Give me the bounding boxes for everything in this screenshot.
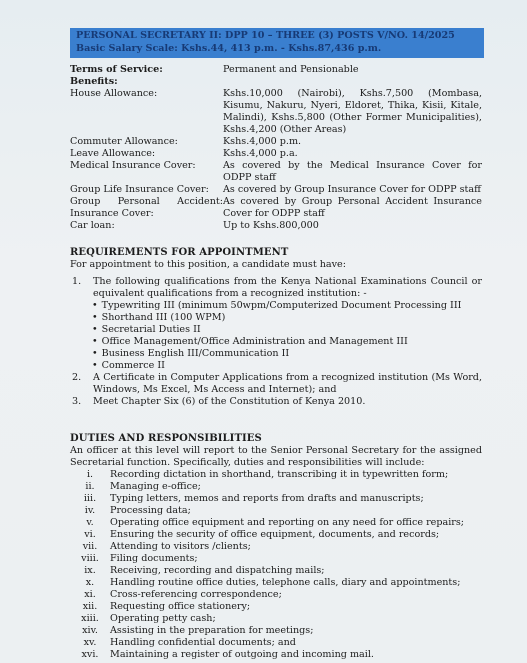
duties-section <box>70 432 482 661</box>
duty-item <box>70 505 482 517</box>
house-allowance-label: House Allowance: <box>70 88 158 99</box>
duty-item <box>70 553 482 565</box>
bullet-item: • Commerce II <box>92 360 482 372</box>
duty-text: Processing data; <box>110 505 191 516</box>
duty-item <box>70 481 482 493</box>
duty-item <box>70 577 482 589</box>
car-loan-value: Up to Kshs.800,000 <box>223 220 319 231</box>
duty-number: xiv. <box>82 625 98 636</box>
list-item <box>70 276 482 300</box>
duty-item <box>70 613 482 625</box>
terms-row <box>70 196 482 220</box>
leave-allowance-label: Leave Allowance: <box>70 148 156 159</box>
duty-text: Recording dictation in shorthand, transcribing it in typewritten form; <box>110 469 449 480</box>
job-title: PERSONAL SECRETARY II: DPP 10 – THREE (3) POSTS V/NO. 14/2025 <box>76 30 455 41</box>
terms-row <box>70 88 482 136</box>
duties-intro: An officer at this level will report to the Senior Personal Secretary for the assigned Secretarial function. Specifically, duties and responsibilities will include: <box>70 445 482 468</box>
duty-number: ii. <box>85 481 95 492</box>
duty-item <box>70 469 482 481</box>
duty-item <box>70 601 482 613</box>
duty-item <box>70 637 482 649</box>
duty-number: xii. <box>82 601 98 612</box>
duty-number: i. <box>86 469 94 480</box>
requirements-intro: For appointment to this position, a candidate must have: <box>70 259 346 270</box>
duty-item <box>70 589 482 601</box>
duty-text: Handling confidential documents; and <box>110 637 296 648</box>
list-number: 3. <box>72 396 82 407</box>
duty-item <box>70 529 482 541</box>
benefits-value <box>223 76 482 88</box>
commuter-allowance-label: Commuter Allowance: <box>70 136 178 147</box>
benefits-label: Benefits: <box>70 76 118 87</box>
medical-cover-value: As covered by the Medical Insurance Cover for ODPP staff <box>223 160 482 183</box>
duty-item <box>70 493 482 505</box>
house-allowance-value: Kshs.10,000 (Nairobi), Kshs.7,500 (Mombasa, Kisumu, Nakuru, Nyeri, Eldoret, Thika, Kisii, Kitale, Malindi), Kshs.5,800 (Other Former Municipalities), Kshs.4,200 (Other Areas) <box>223 88 482 135</box>
terms-row <box>70 160 482 184</box>
salary-scale: Basic Salary Scale: Kshs.44, 413 p.m. - Kshs.87,436 p.m. <box>76 42 382 54</box>
group-life-value: As covered by Group Insurance Cover for ODPP staff <box>223 184 481 195</box>
terms-row <box>70 136 482 148</box>
car-loan-label: Car loan: <box>70 220 115 231</box>
duty-number: xv. <box>83 637 97 648</box>
list-text: The following qualifications from the Kenya National Examinations Council or equivalent qualifications from a recognized institution: - <box>93 276 482 299</box>
terms-row <box>70 220 482 232</box>
duty-number: viii. <box>81 553 99 564</box>
duty-text: Attending to visitors /clients; <box>110 541 251 552</box>
terms-label: Terms of Service: <box>70 64 163 75</box>
list-text: Meet Chapter Six (6) of the Constitution of Kenya 2010. <box>93 396 366 407</box>
terms-row <box>70 76 482 88</box>
duty-item <box>70 565 482 577</box>
requirements-list <box>70 276 482 408</box>
duty-text: Maintaining a register of outgoing and incoming mail. <box>110 649 374 660</box>
terms-table <box>70 64 482 232</box>
job-header-banner <box>70 28 484 58</box>
personal-accident-value: As covered by Group Personal Accident Insurance Cover for ODPP staff <box>223 196 482 219</box>
duty-text: Managing e-office; <box>110 481 201 492</box>
duty-text: Handling routine office duties, telephone calls, diary and appointments; <box>110 577 461 588</box>
commuter-allowance-value: Kshs.4,000 p.m. <box>223 136 302 147</box>
duty-text: Typing letters, memos and reports from drafts and manuscripts; <box>110 493 424 504</box>
duty-number: xiii. <box>81 613 99 624</box>
terms-row <box>70 184 482 196</box>
duties-heading: DUTIES AND RESPONSIBILITIES <box>70 433 262 444</box>
duty-text: Filing documents; <box>110 553 198 564</box>
bullet-item: • Shorthand III (100 WPM) <box>92 312 482 324</box>
duty-number: vi. <box>84 529 96 540</box>
duty-item <box>70 541 482 553</box>
list-item <box>70 372 482 396</box>
bullet-item: • Secretarial Duties II <box>92 324 482 336</box>
duty-number: iv. <box>84 505 96 516</box>
requirements-heading: REQUIREMENTS FOR APPOINTMENT <box>70 247 289 258</box>
duty-text: Requesting office stationery; <box>110 601 251 612</box>
leave-allowance-value: Kshs.4,000 p.a. <box>223 148 298 159</box>
duty-number: vii. <box>82 541 98 552</box>
duty-text: Cross-referencing correspondence; <box>110 589 282 600</box>
personal-accident-label: Group Personal Accident: Insurance Cover: <box>70 196 223 219</box>
list-number: 1. <box>72 276 82 287</box>
qualification-bullets <box>70 300 482 372</box>
duty-number: xvi. <box>81 649 99 660</box>
list-number: 2. <box>72 372 82 383</box>
duty-number: xi. <box>84 589 96 600</box>
duties-list <box>70 469 482 661</box>
duty-text: Receiving, recording and dispatching mails; <box>110 565 325 576</box>
duty-text: Operating office equipment and reporting on any need for office repairs; <box>110 517 465 528</box>
bullet-item: • Typewriting III (minimum 50wpm/Computerized Document Processing III <box>92 300 482 312</box>
terms-row <box>70 64 482 76</box>
list-text: A Certificate in Computer Applications from a recognized institution (Ms Word, Windows, Ms Excel, Ms Access and Internet); and <box>93 372 482 395</box>
group-life-label: Group Life Insurance Cover: <box>70 184 209 195</box>
terms-value: Permanent and Pensionable <box>223 64 359 75</box>
list-item <box>70 396 482 408</box>
medical-cover-label: Medical Insurance Cover: <box>70 160 196 171</box>
duty-number: x. <box>85 577 95 588</box>
bullet-item: • Office Management/Office Administration and Management III <box>92 336 482 348</box>
requirements-section <box>70 246 482 408</box>
duty-number: iii. <box>83 493 97 504</box>
duty-number: ix. <box>84 565 96 576</box>
duty-text: Ensuring the security of office equipment, documents, and records; <box>110 529 440 540</box>
duty-text: Assisting in the preparation for meetings; <box>110 625 314 636</box>
duty-number: v. <box>86 517 94 528</box>
duty-item <box>70 625 482 637</box>
terms-row <box>70 148 482 160</box>
duty-text: Operating petty cash; <box>110 613 216 624</box>
duty-item <box>70 517 482 529</box>
duty-item <box>70 649 482 661</box>
bullet-item: • Business English III/Communication II <box>92 348 482 360</box>
